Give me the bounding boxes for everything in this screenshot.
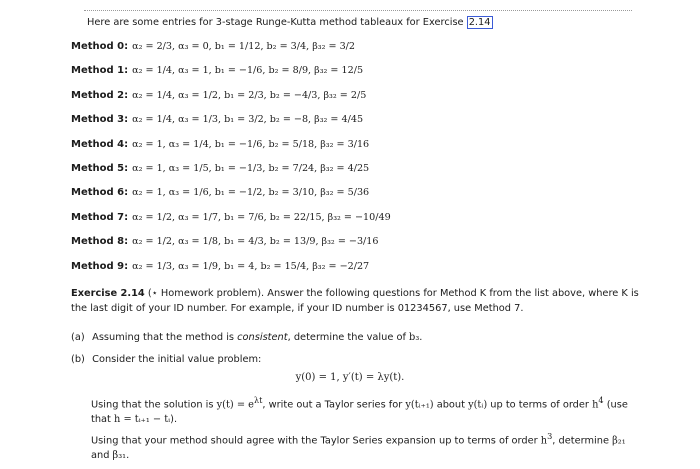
part-a-text-end: .: [419, 332, 423, 343]
part-a-emphasis: consistent: [237, 332, 288, 343]
p1-text-1: Using that the solution is: [91, 399, 217, 411]
p1-math-exponent: λt: [253, 395, 263, 405]
p1-text-3: about: [433, 399, 469, 411]
p2-text-1: Using that your method should agree with the Taylor Series expansion up to terms of order: [91, 435, 541, 447]
part-b-text: Consider the initial value problem:: [92, 354, 262, 365]
p1-text-2: , write out a Taylor series for: [262, 399, 406, 411]
exercise-statement: [71, 286, 641, 316]
method-row: [71, 236, 379, 247]
p1-math-order: 4: [598, 395, 604, 405]
method-row: [71, 41, 355, 52]
method-label: Method 1:: [71, 65, 129, 77]
p1-math-solution: y(t) = e: [216, 399, 254, 411]
method-row: [71, 212, 391, 223]
method-label: Method 9:: [71, 260, 129, 272]
method-row: [71, 65, 363, 76]
exercise-title: Exercise 2.14: [71, 288, 145, 299]
part-a-text-start: Assuming that the method is: [92, 332, 238, 343]
method-row: [71, 114, 363, 125]
exercise-reference-link[interactable]: 2.14: [468, 17, 491, 28]
method-label: Method 3:: [71, 114, 129, 126]
method-row: [71, 163, 369, 174]
exercise-body: Answer the following questions for Method K from the list above, where K is the last digit of your ID number. For example, if your ID number is 01234567, use Method 7.: [71, 288, 639, 314]
p2-math-beta31: β₃₁: [112, 450, 127, 462]
method-coefficients: α₂ = 1, α₃ = 1/5, b₁ = −1/3, b₂ = 7/24, β₃₂ = 4/25: [132, 163, 370, 174]
method-coefficients: α₂ = 2/3, α₃ = 0, b₁ = 1/12, b₂ = 3/4, β₃₂ = 3/2: [132, 41, 356, 52]
p1-math-h: h: [592, 399, 599, 411]
method-row: [71, 187, 369, 198]
p1-text-5: (use that: [91, 399, 628, 426]
p1-text-4: up to terms of order: [487, 399, 593, 411]
method-label: Method 4:: [71, 138, 129, 150]
method-coefficients: α₂ = 1/2, α₃ = 1/7, b₁ = 7/6, b₂ = 22/15, β₃₂ = −10/49: [132, 211, 391, 223]
method-coefficients: α₂ = 1, α₃ = 1/4, b₁ = −1/6, b₂ = 5/18, β₃₂ = 3/16: [132, 138, 370, 150]
method-coefficients: α₂ = 1/4, α₃ = 1/2, b₁ = 2/3, b₂ = −4/3, β₃₂ = 2/5: [132, 89, 367, 101]
exercise-tag: (⋆ Homework problem).: [147, 288, 265, 299]
method-row: [71, 261, 369, 272]
method-coefficients: α₂ = 1/4, α₃ = 1, b₁ = −1/6, b₂ = 8/9, β₃₂ = 12/5: [132, 65, 364, 77]
method-coefficients: α₂ = 1/2, α₃ = 1/8, b₁ = 4/3, b₂ = 13/9, β₃₂ = −3/16: [132, 236, 379, 248]
method-label: Method 8:: [71, 236, 129, 248]
method-label: Method 5:: [71, 163, 129, 174]
method-row: [71, 139, 369, 150]
p2-text-3: and: [91, 450, 113, 462]
part-b: [71, 354, 261, 365]
part-a-text-mid: , determine the value of: [287, 332, 410, 343]
method-coefficients: α₂ = 1, α₃ = 1/6, b₁ = −1/2, b₂ = 3/10, β₃₂ = 5/36: [132, 187, 370, 199]
intro-text: Here are some entries for 3-stage Runge-Kutta method tableaux for Exercise: [87, 17, 464, 28]
intro-line: [87, 17, 493, 28]
p1-math-next: y(tᵢ₊₁): [405, 399, 434, 411]
method-label: Method 7:: [71, 211, 129, 223]
p1-math-step: h = tᵢ₊₁ − tᵢ: [114, 414, 171, 426]
method-label: Method 0:: [71, 41, 129, 52]
initial-value-problem: y(0) = 1, y′(t) = λy(t).: [295, 372, 405, 383]
p2-math-h: h: [540, 435, 548, 447]
p1-text-6: ).: [170, 414, 178, 426]
part-a-marker: (a): [71, 332, 85, 343]
taylor-instruction: [91, 393, 641, 427]
p1-math-current: y(tᵢ): [468, 399, 488, 411]
p2-math-order: 3: [547, 431, 553, 441]
method-label: Method 2:: [71, 89, 129, 101]
p2-text-4: .: [126, 450, 130, 462]
part-b-marker: (b): [71, 354, 85, 365]
method-coefficients: α₂ = 1/4, α₃ = 1/3, b₁ = 3/2, b₂ = −8, β₃₂ = 4/45: [132, 114, 364, 126]
method-row: [71, 90, 366, 101]
method-coefficients: α₂ = 1/3, α₃ = 1/9, b₁ = 4, b₂ = 15/4, β₃₂ = −2/27: [132, 260, 370, 272]
dotted-divider: [84, 10, 632, 11]
p2-math-beta21: β₂₁: [612, 435, 626, 447]
part-a-math: b₃: [409, 332, 420, 343]
method-label: Method 6:: [71, 187, 129, 199]
part-a: [71, 332, 422, 343]
coefficient-instruction: [91, 429, 641, 463]
p2-text-2: , determine: [552, 435, 613, 447]
